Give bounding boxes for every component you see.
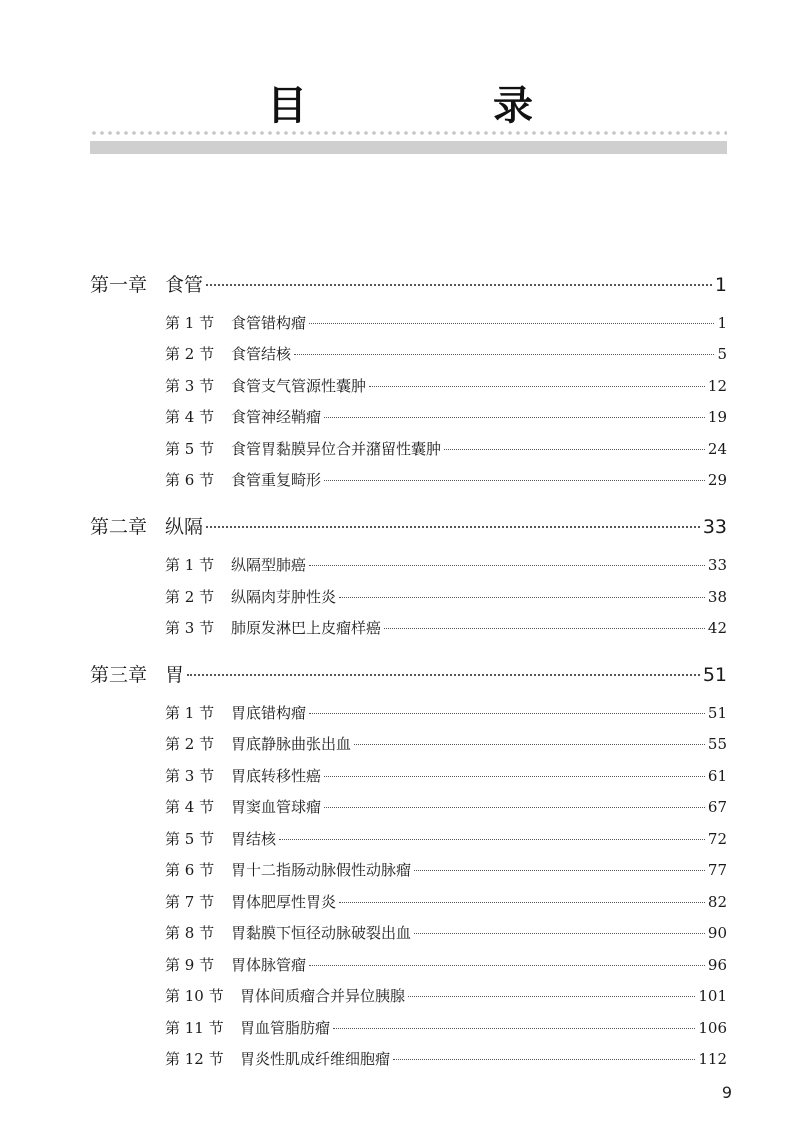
section-label: 第 1 节: [165, 556, 215, 574]
section-page: 106: [698, 1019, 727, 1037]
dot-leader: [324, 417, 705, 418]
section-name: 肺原发淋巴上皮瘤样癌: [231, 619, 382, 637]
dot-leader: [384, 628, 705, 629]
dot-leader: [206, 526, 700, 528]
section-page: 61: [707, 767, 727, 785]
chapter-label: 第一章: [90, 274, 148, 296]
section-name: 食管错构瘤: [231, 314, 307, 332]
section-label: 第 9 节: [165, 956, 215, 974]
dot-leader: [309, 565, 705, 566]
section-label: 第 6 节: [165, 471, 215, 489]
dot-leader: [309, 713, 705, 714]
section-page: 82: [707, 893, 727, 911]
section-page: 51: [707, 704, 727, 722]
section-name: 食管神经鞘瘤: [231, 408, 322, 426]
section-name: 胃体肥厚性胃炎: [231, 893, 337, 911]
toc-section[interactable]: [165, 1048, 727, 1069]
section-name: 胃炎性肌成纤维细胞瘤: [240, 1050, 391, 1068]
section-name: 食管重复畸形: [231, 471, 322, 489]
toc-section[interactable]: [165, 765, 727, 786]
toc-section[interactable]: [165, 733, 727, 754]
section-name: 胃窦血管球瘤: [231, 798, 322, 816]
section-page: 96: [707, 956, 727, 974]
dot-leader: [339, 597, 705, 598]
dot-leader: [393, 1059, 695, 1060]
dot-leader: [408, 996, 695, 997]
section-page: 1: [717, 314, 727, 332]
section-name: 胃底转移性癌: [231, 767, 322, 785]
chapter-name: 胃: [165, 664, 185, 686]
section-page: 112: [698, 1050, 727, 1068]
section-page: 77: [707, 861, 727, 879]
section-label: 第 3 节: [165, 767, 215, 785]
dot-leader: [354, 744, 705, 745]
toc-section[interactable]: [165, 438, 727, 459]
chapter-page: 33: [702, 516, 727, 538]
section-label: 第 5 节: [165, 830, 215, 848]
dot-leader: [309, 323, 714, 324]
chapter-label: 第三章: [90, 664, 148, 686]
toc-section[interactable]: [165, 922, 727, 943]
dot-leader: [444, 449, 705, 450]
section-page: 33: [707, 556, 727, 574]
dot-leader: [324, 807, 705, 808]
section-label: 第 8 节: [165, 924, 215, 942]
section-page: 24: [707, 440, 727, 458]
toc-chapter-1[interactable]: [90, 270, 727, 297]
section-name: 食管胃黏膜异位合并潴留性囊肿: [231, 440, 442, 458]
dot-leader: [369, 386, 705, 387]
section-page: 12: [707, 377, 727, 395]
dot-leader: [187, 674, 700, 676]
section-label: 第 3 节: [165, 619, 215, 637]
section-page: 42: [707, 619, 727, 637]
dot-leader: [339, 902, 705, 903]
toc-section[interactable]: [165, 891, 727, 912]
toc-section[interactable]: [165, 617, 727, 638]
section-name: 胃底静脉曲张出血: [231, 735, 352, 753]
section-page: 72: [707, 830, 727, 848]
section-page: 38: [707, 588, 727, 606]
section-label: 第 2 节: [165, 735, 215, 753]
toc-section[interactable]: [165, 343, 727, 364]
section-page: 5: [717, 345, 727, 363]
chapter-page: 1: [714, 274, 727, 296]
dot-leader: [206, 284, 712, 286]
section-label: 第 6 节: [165, 861, 215, 879]
section-label: 第 11 节: [165, 1019, 224, 1037]
section-page: 101: [698, 987, 727, 1005]
section-label: 第 4 节: [165, 798, 215, 816]
section-label: 第 5 节: [165, 440, 215, 458]
toc-section[interactable]: [165, 954, 727, 975]
dot-leader: [333, 1028, 695, 1029]
section-name: 食管结核: [231, 345, 292, 363]
toc-section[interactable]: [165, 796, 727, 817]
section-label: 第 2 节: [165, 345, 215, 363]
toc-section[interactable]: [165, 406, 727, 427]
page-number: 9: [721, 1083, 732, 1102]
section-name: 纵隔型肺癌: [231, 556, 307, 574]
chapter-label: 第二章: [90, 516, 148, 538]
toc-section[interactable]: [165, 828, 727, 849]
section-name: 胃底错构瘤: [231, 704, 307, 722]
toc-section[interactable]: [165, 469, 727, 490]
section-page: 90: [707, 924, 727, 942]
section-page: 55: [707, 735, 727, 753]
toc-section[interactable]: [165, 375, 727, 396]
toc-chapter-3[interactable]: [90, 660, 727, 687]
section-label: 第 1 节: [165, 314, 215, 332]
chapter-page: 51: [702, 664, 727, 686]
section-name: 胃黏膜下恒径动脉破裂出血: [231, 924, 412, 942]
section-page: 19: [707, 408, 727, 426]
section-label: 第 1 节: [165, 704, 215, 722]
section-name: 胃体间质瘤合并异位胰腺: [240, 987, 406, 1005]
section-page: 29: [707, 471, 727, 489]
section-page: 67: [707, 798, 727, 816]
section-name: 纵隔肉芽肿性炎: [231, 588, 337, 606]
section-name: 胃十二指肠动脉假性动脉瘤: [231, 861, 412, 879]
toc-section[interactable]: [165, 554, 727, 575]
section-name: 胃结核: [231, 830, 277, 848]
section-label: 第 4 节: [165, 408, 215, 426]
toc-section[interactable]: [165, 702, 727, 723]
section-label: 第 2 节: [165, 588, 215, 606]
page-title: 目 录: [267, 83, 619, 129]
section-name: 食管支气管源性囊肿: [231, 377, 367, 395]
dot-leader: [414, 870, 705, 871]
toc-section[interactable]: [165, 985, 727, 1006]
dot-leader: [279, 839, 705, 840]
toc-chapter-2[interactable]: [90, 512, 727, 539]
chapter-name: 食管: [165, 274, 204, 296]
section-name: 胃体脉管瘤: [231, 956, 307, 974]
section-label: 第 3 节: [165, 377, 215, 395]
section-label: 第 12 节: [165, 1050, 224, 1068]
dot-leader: [414, 933, 705, 934]
section-label: 第 10 节: [165, 987, 224, 1005]
toc-section[interactable]: [165, 586, 727, 607]
toc-section[interactable]: [165, 312, 727, 333]
toc-section[interactable]: [165, 859, 727, 880]
section-name: 胃血管脂肪瘤: [240, 1019, 331, 1037]
dot-leader: [324, 480, 705, 481]
chapter-name: 纵隔: [165, 516, 204, 538]
dot-leader: [324, 776, 705, 777]
toc-section[interactable]: [165, 1017, 727, 1038]
dot-leader: [309, 965, 705, 966]
section-label: 第 7 节: [165, 893, 215, 911]
dot-leader: [294, 354, 714, 355]
